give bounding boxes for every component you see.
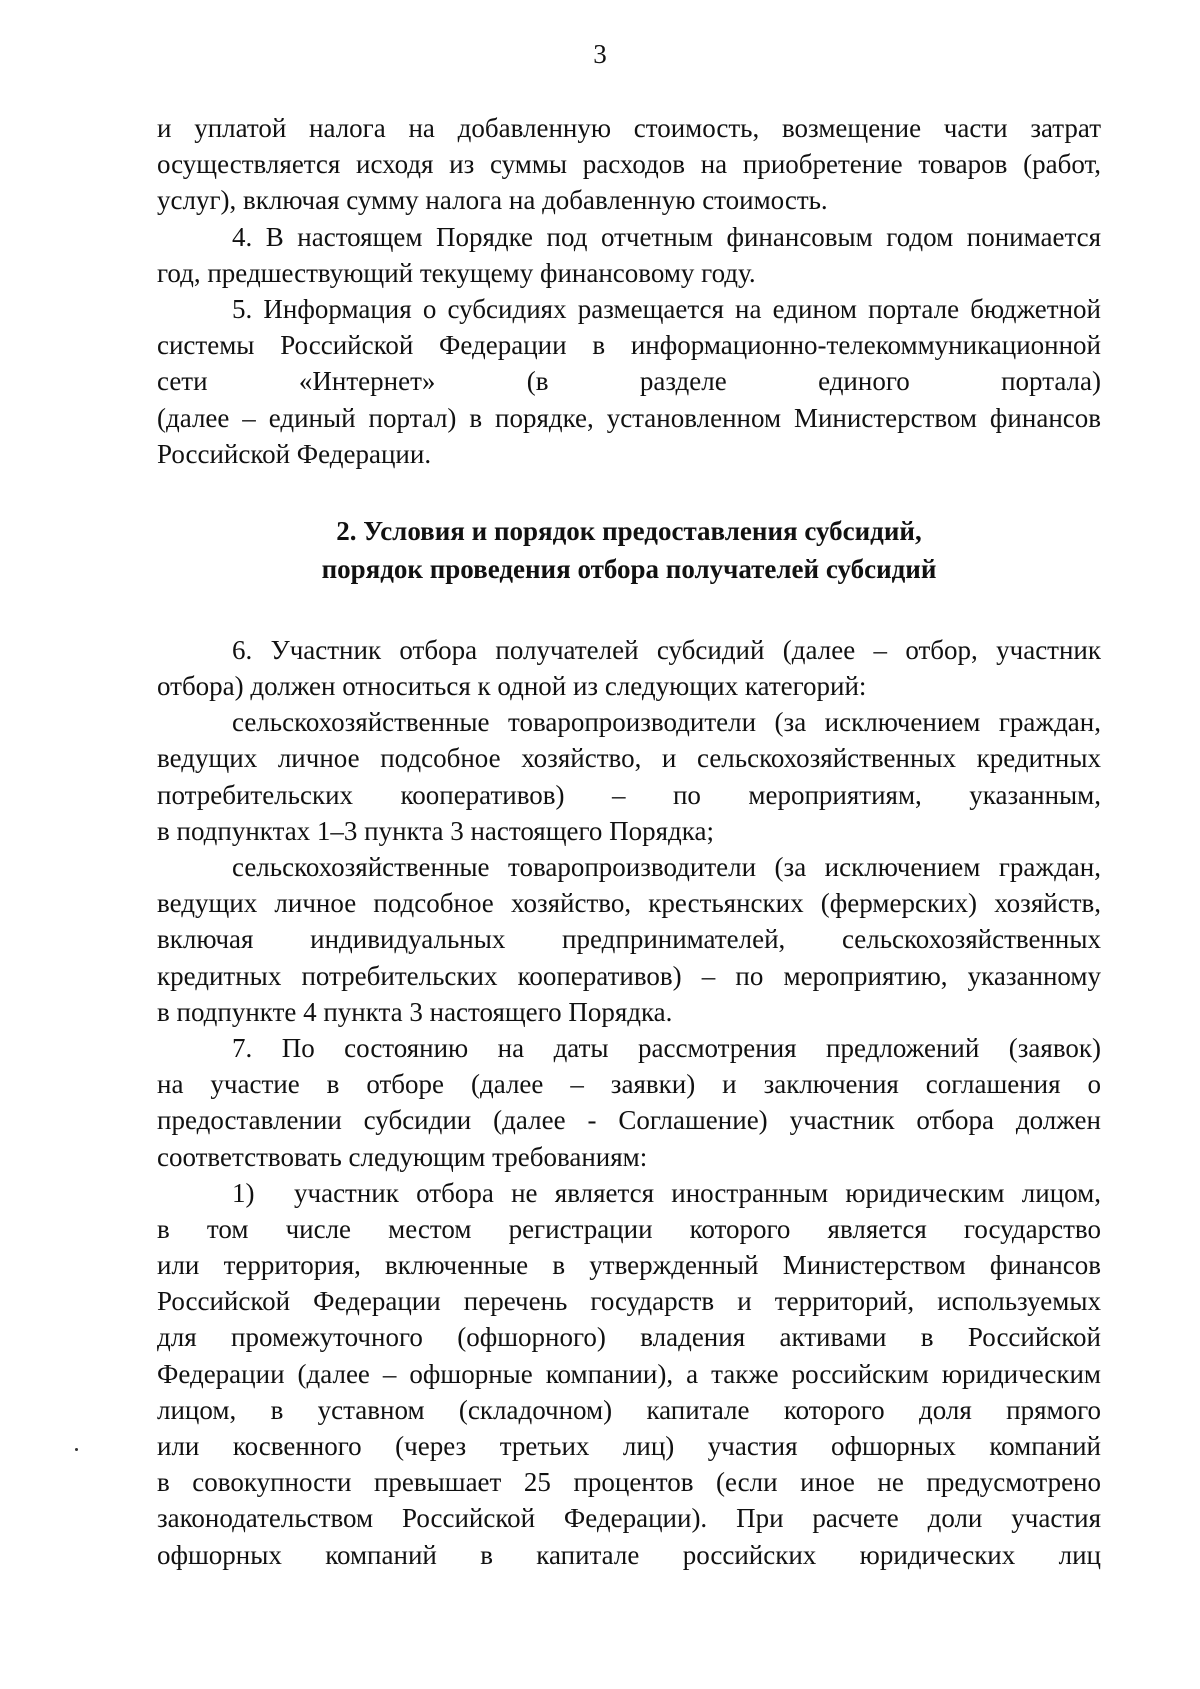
- text-line: сельскохозяйственные товаропроизводители (за исключением граждан,: [232, 852, 1101, 882]
- text-line: участник отбора не является иностранным юридическим лицом,: [294, 1177, 1101, 1208]
- text-line: кредитных потребительских кооперативов) – по мероприятию, указанному: [157, 960, 1101, 991]
- text-line: осуществляется исходя из суммы расходов на приобретение товаров (работ,: [157, 149, 1101, 180]
- text-line: лицом, в уставном (складочном) капитале которого доля прямого: [157, 1394, 1101, 1425]
- text-line: ведущих личное подсобное хозяйство, крестьянских (фермерских) хозяйств,: [157, 888, 1101, 919]
- text-line: и уплатой налога на добавленную стоимость, возмещение части затрат: [157, 113, 1101, 143]
- text-line: услуг), включая сумму налога на добавленную стоимость.: [157, 185, 828, 216]
- text-line: отбора) должен относиться к одной из следующих категорий:: [157, 671, 867, 702]
- list-item-first-line: [157, 1175, 1101, 1211]
- text-line: соответствовать следующим требованиям:: [157, 1141, 648, 1172]
- text-line: предоставлении субсидии (далее - Соглашение) участник отбора должен: [157, 1105, 1101, 1136]
- scan-speck: [75, 1448, 78, 1451]
- text-line: сельскохозяйственные товаропроизводители (за исключением граждан,: [232, 707, 1101, 738]
- paragraph-6-category-2: [157, 849, 1101, 1030]
- text-line: Российской Федерации.: [157, 438, 432, 469]
- text-line: офшорных компаний в капитале российских юридических лиц: [157, 1539, 1101, 1570]
- document-body: [157, 110, 1101, 1573]
- section-heading: [157, 512, 1101, 588]
- text-line: ведущих личное подсобное хозяйство, и сельскохозяйственных кредитных: [157, 743, 1101, 774]
- text-line: потребительских кооперативов) – по мероприятиям, указанным,: [157, 779, 1101, 810]
- text-line: сети «Интернет» (в разделе единого портала): [157, 366, 1101, 397]
- paragraph-vat: [157, 110, 1101, 219]
- text-line: Российской Федерации перечень государств и территорий, используемых: [157, 1286, 1101, 1317]
- text-line: (далее – единый портал) в порядке, установленном Министерством финансов: [157, 402, 1101, 433]
- page-number: 3: [593, 39, 607, 69]
- list-item-number: 1): [232, 1177, 255, 1208]
- text-line: в подпункте 4 пункта 3 настоящего Порядка.: [157, 996, 673, 1027]
- text-line: законодательством Российской Федерации). При расчете доли участия: [157, 1503, 1101, 1534]
- text-line: или косвенного (через третьих лиц) участия офшорных компаний: [157, 1431, 1101, 1461]
- text-line: в подпунктах 1–3 пункта 3 настоящего Порядка;: [157, 815, 714, 846]
- text-line: Федерации (далее – офшорные компании), а также российским юридическим: [157, 1358, 1101, 1389]
- text-line: системы Российской Федерации в информационно-телекоммуникационной: [157, 330, 1101, 361]
- paragraph-6: [157, 632, 1101, 704]
- text-line: 5. Информация о субсидиях размещается на едином портале бюджетной: [232, 293, 1101, 324]
- text-line: 6. Участник отбора получателей субсидий (далее – отбор, участник: [232, 634, 1101, 665]
- paragraph-7: [157, 1030, 1101, 1175]
- list-item-1: [157, 1175, 1101, 1573]
- text-line: год, предшествующий текущему финансовому году.: [157, 257, 756, 288]
- text-line: на участие в отборе (далее – заявки) и заключения соглашения о: [157, 1069, 1101, 1100]
- text-line: включая индивидуальных предпринимателей, сельскохозяйственных: [157, 924, 1101, 955]
- paragraph-6-category-1: [157, 704, 1101, 849]
- paragraph-5: [157, 291, 1101, 472]
- text-line: или территория, включенные в утвержденный Министерством финансов: [157, 1250, 1101, 1281]
- heading-line: порядок проведения отбора получателей субсидий: [321, 553, 937, 584]
- text-line: 4. В настоящем Порядке под отчетным финансовым годом понимается: [232, 221, 1101, 252]
- paragraph-4: [157, 219, 1101, 291]
- heading-line: 2. Условия и порядок предоставления субсидий,: [336, 515, 922, 546]
- text-line: в том числе местом регистрации которого является государство: [157, 1213, 1101, 1244]
- text-line: 7. По состоянию на даты рассмотрения предложений (заявок): [232, 1032, 1101, 1063]
- text-line: для промежуточного (офшорного) владения активами в Российской: [157, 1322, 1101, 1353]
- text-line: в совокупности превышает 25 процентов (если иное не предусмотрено: [157, 1467, 1101, 1498]
